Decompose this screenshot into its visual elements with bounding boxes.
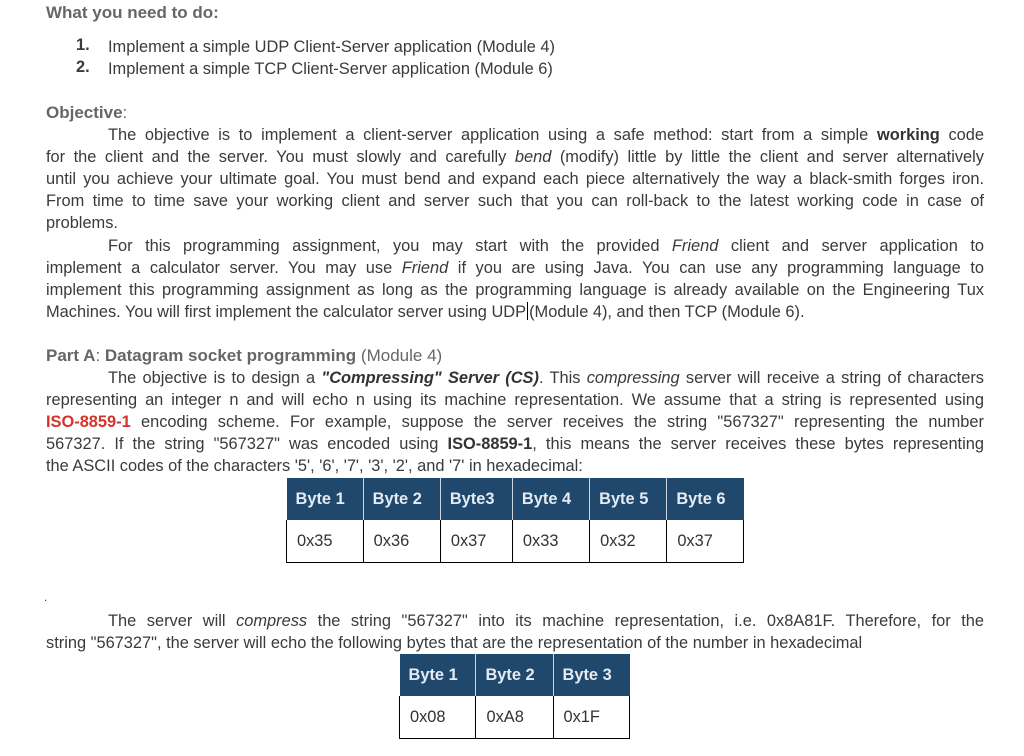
- text-line: representing an integer n and will echo n using its machine representation. We assume that a string is represented using: [46, 391, 984, 409]
- text-line: implement a calculator server. You may use Friend if you are using Java. You can use any programming language to: [46, 259, 984, 277]
- section-title: What you need to do:: [46, 3, 219, 22]
- text-line: string "567327", the server will echo the following bytes that are the representation of the number in hexadecimal: [46, 634, 863, 652]
- text-cursor: [527, 302, 528, 320]
- table-cell: 0x1F: [553, 696, 630, 739]
- objective-heading: Objective:: [46, 103, 128, 122]
- table-header-row: [400, 654, 630, 696]
- list-item-number: 1.: [76, 36, 90, 54]
- table-header: Byte 4: [512, 478, 589, 520]
- text-line: The server will compress the string "567327" into its machine representation, i.e. 0x8A81F. Therefore, for the: [108, 612, 984, 630]
- table-cell: 0x08: [400, 696, 476, 739]
- text-line: problems.: [46, 214, 118, 232]
- text-line: The objective is to implement a client-server application using a safe method: start from a simple working code: [108, 126, 984, 144]
- list-item-number: 2.: [76, 58, 90, 76]
- table-header-row: [287, 478, 744, 520]
- list-item-text: Implement a simple TCP Client-Server application (Module 6): [108, 60, 553, 78]
- part-a-heading: Part A: Datagram socket programming (Module 4): [46, 346, 443, 365]
- text-line: ISO-8859-1 encoding scheme. For example, suppose the server receives the string "567327" representing the number: [46, 413, 984, 431]
- table-header: Byte 6: [667, 478, 744, 520]
- table-cell: 0x35: [287, 520, 364, 563]
- output-bytes-table: [399, 654, 630, 739]
- table-cell: 0x37: [667, 520, 744, 563]
- text-line: Machines. You will first implement the calculator server using UDP (Module 4), and then TCP (Module 6).: [46, 303, 805, 321]
- text-line: the ASCII codes of the characters '5', '6', '7', '3', '2', and '7' in hexadecimal:: [46, 457, 583, 475]
- table-row: [287, 520, 744, 563]
- table-header: Byte 1: [400, 654, 476, 696]
- table-header: Byte 3: [553, 654, 630, 696]
- table-cell: 0xA8: [476, 696, 553, 739]
- stray-mark: .: [44, 590, 48, 604]
- text-line: The objective is to design a "Compressing" Server (CS). This compressing server will receive a string of characters: [108, 369, 984, 387]
- table-cell: 0x36: [363, 520, 440, 563]
- table-cell: 0x37: [440, 520, 512, 563]
- input-bytes-table: [286, 478, 744, 563]
- table-header: Byte3: [440, 478, 512, 520]
- table-header: Byte 5: [590, 478, 667, 520]
- table-header: Byte 1: [287, 478, 364, 520]
- list-item-text: Implement a simple UDP Client-Server application (Module 4): [108, 38, 555, 56]
- text-line: implement this programming assignment as long as the programming language is already available on the Engineering Tux: [46, 281, 984, 299]
- text-line: until you achieve your ultimate goal. You must bend and expand each piece alternatively the way a black-smith forges iron.: [46, 170, 984, 188]
- table-row: [400, 696, 630, 739]
- text-line: 567327. If the string "567327" was encoded using ISO-8859-1, this means the server receives these bytes representing: [46, 435, 984, 453]
- table-cell: 0x32: [590, 520, 667, 563]
- text-line: From time to time save your working client and server such that you can roll-back to the latest working code in case of: [46, 192, 984, 210]
- table-header: Byte 2: [476, 654, 553, 696]
- text-line: for the client and the server. You must slowly and carefully bend (modify) little by little the client and server alternatively: [46, 148, 984, 166]
- table-cell: 0x33: [512, 520, 589, 563]
- table-header: Byte 2: [363, 478, 440, 520]
- text-line: For this programming assignment, you may start with the provided Friend client and server application to: [108, 237, 984, 255]
